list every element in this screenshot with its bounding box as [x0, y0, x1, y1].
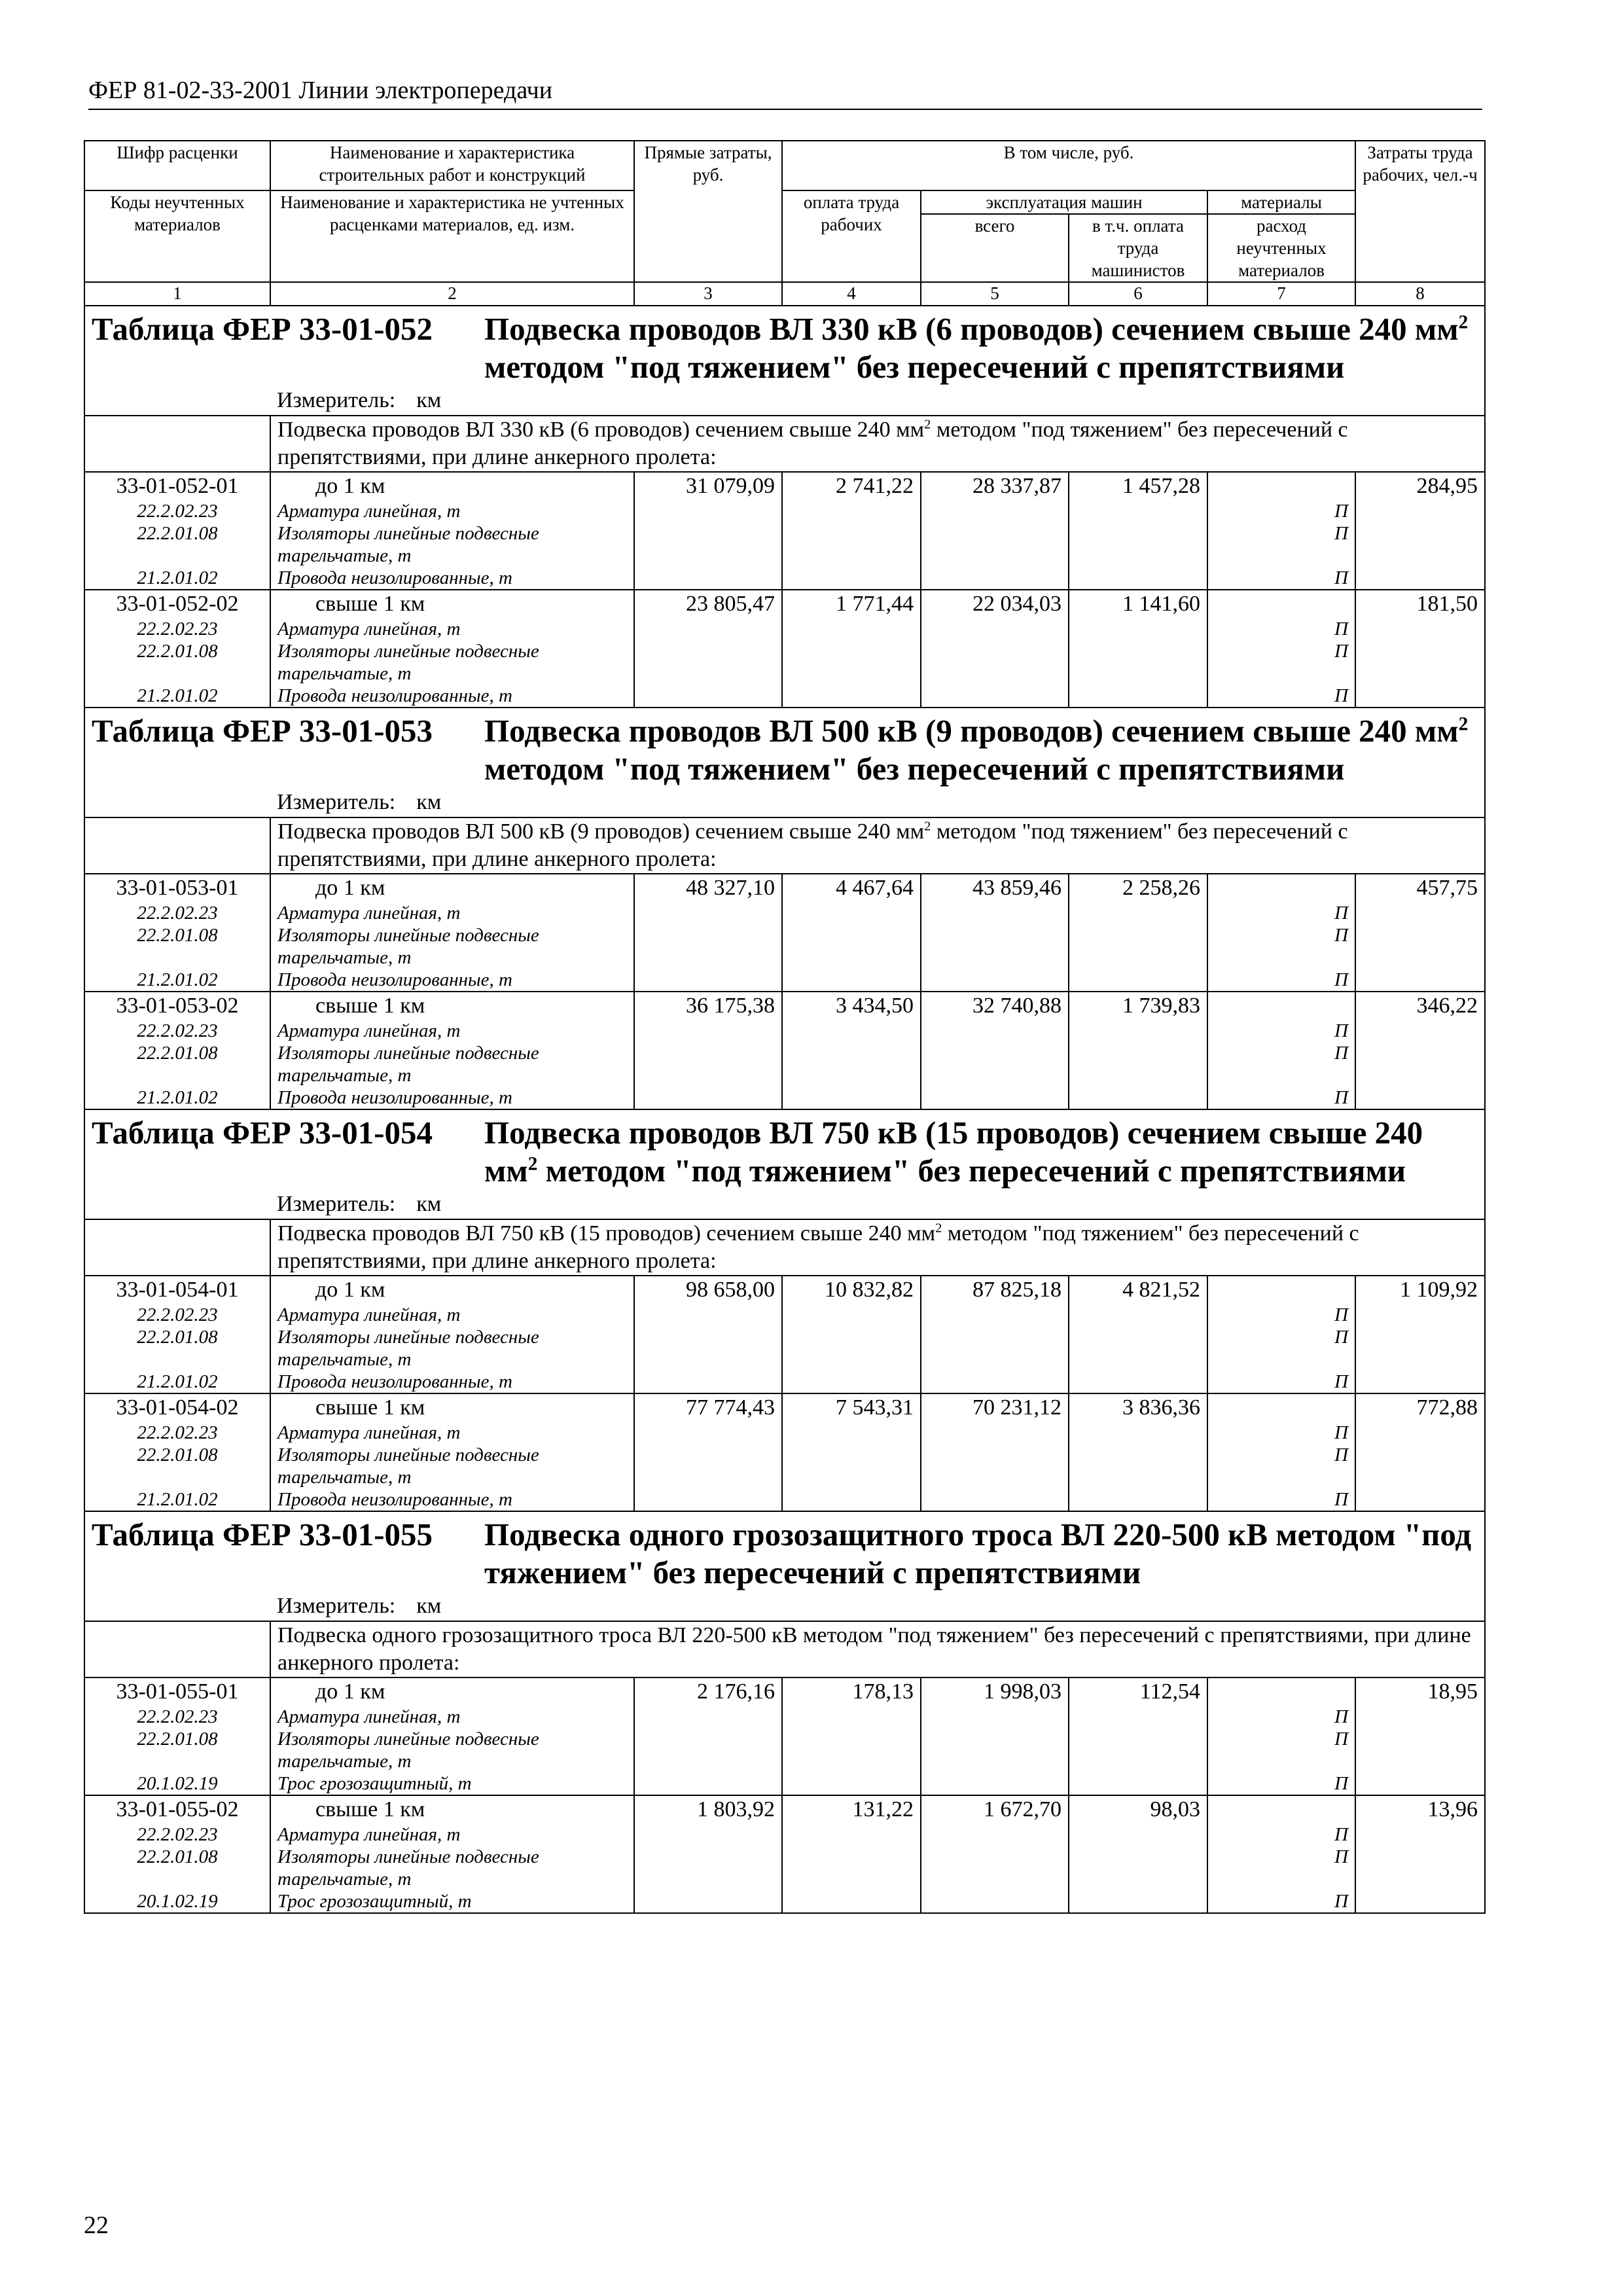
measure-label: Измеритель: [277, 1192, 396, 1216]
price-name: до 1 км [315, 876, 385, 900]
resource-name: Арматура линейная, т [277, 1422, 461, 1443]
column-number: 4 [782, 282, 921, 306]
value-direct: 77 774,43 [634, 1393, 782, 1511]
resource-consumption: П [1334, 523, 1349, 544]
resource-name: Изоляторы линейные подвесные тарельчатые, т [277, 925, 539, 968]
superscript: 2 [935, 1221, 942, 1236]
measure-cell [270, 386, 1485, 416]
value-labor: 10 832,82 [782, 1276, 921, 1393]
column-number: 8 [1355, 282, 1485, 306]
resource-name: Изоляторы линейные подвесные тарельчатые, т [277, 1729, 539, 1772]
resource-consumption: П [1334, 1773, 1349, 1794]
resource-consumption: П [1334, 1371, 1349, 1392]
measure-spacer [84, 1592, 270, 1621]
section-title-text: методом "под тяжением" без пересечений с препятствиями [537, 1153, 1406, 1189]
resource-code: 22.2.02.23 [137, 1706, 218, 1727]
value-direct: 2 176,16 [634, 1677, 782, 1795]
resource-code: 20.1.02.19 [137, 1773, 218, 1794]
section-title-row [84, 708, 1485, 788]
price-code: 33-01-054-02 [116, 1395, 239, 1420]
resource-consumption: П [1334, 1020, 1349, 1041]
section-table-label: Таблица ФЕР 33-01-052 [92, 311, 433, 347]
value-labor-hours: 346,22 [1355, 992, 1485, 1109]
section-title-text: Подвеска проводов ВЛ 500 кВ (9 проводов) сечением свыше 240 мм [484, 713, 1459, 749]
value-machinist: 1 141,60 [1069, 590, 1207, 708]
section-description-row [84, 1219, 1485, 1276]
resource-name: Арматура линейная, т [277, 1304, 461, 1325]
value-labor-hours: 18,95 [1355, 1677, 1485, 1795]
resource-consumption: П [1334, 1087, 1349, 1108]
description-spacer [84, 1621, 270, 1677]
section-table-title [484, 1114, 1475, 1190]
resource-name: Арматура линейная, т [277, 1824, 461, 1845]
section-table-title [484, 310, 1475, 386]
value-direct: 31 079,09 [634, 472, 782, 590]
section-description-row [84, 1621, 1485, 1677]
price-code-cell [84, 1795, 270, 1913]
resource-name: Провода неизолированные, т [277, 685, 512, 706]
resource-consumption: П [1334, 1444, 1349, 1465]
resource-code: 22.2.01.08 [137, 641, 218, 662]
measure-row [84, 788, 1485, 817]
value-machinist: 1 739,83 [1069, 992, 1207, 1109]
description-spacer [84, 817, 270, 874]
price-row [84, 1677, 1485, 1795]
resource-consumption-cell [1207, 1677, 1355, 1795]
price-name: свыше 1 км [315, 592, 425, 616]
value-machinist: 2 258,26 [1069, 874, 1207, 992]
resource-consumption: П [1334, 619, 1349, 639]
price-row [84, 874, 1485, 992]
section-title-text: Подвеска проводов ВЛ 330 кВ (6 проводов) сечением свыше 240 мм [484, 311, 1459, 347]
section-title-block [92, 1114, 1475, 1190]
section-table-title [484, 1516, 1475, 1592]
measure-label: Измеритель: [277, 790, 396, 814]
resource-consumption: П [1334, 641, 1349, 662]
measure-unit: км [416, 1594, 442, 1618]
consumption-spacer [1215, 874, 1348, 902]
value-labor: 131,22 [782, 1795, 921, 1913]
section-description-text: Подвеска проводов ВЛ 750 кВ (15 проводов) сечением свыше 240 мм [277, 1221, 936, 1246]
resource-consumption: П [1334, 925, 1349, 946]
section-table-label: Таблица ФЕР 33-01-053 [92, 713, 433, 749]
column-number: 2 [270, 282, 634, 306]
price-name-cell [270, 1795, 634, 1913]
value-labor: 2 741,22 [782, 472, 921, 590]
section-title-block [92, 310, 1475, 386]
price-name: свыше 1 км [315, 1395, 425, 1420]
resource-name: Изоляторы линейные подвесные тарельчатые, т [277, 1327, 539, 1370]
value-direct: 98 658,00 [634, 1276, 782, 1393]
value-machine: 1 998,03 [921, 1677, 1069, 1795]
value-labor-hours: 772,88 [1355, 1393, 1485, 1511]
price-row [84, 472, 1485, 590]
resource-code: 21.2.01.02 [137, 567, 218, 588]
column-number: 5 [921, 282, 1069, 306]
resource-consumption: П [1334, 1846, 1349, 1867]
section-title-text: Подвеска проводов ВЛ 750 кВ (15 проводов) сечением свыше 240 мм [484, 1115, 1423, 1189]
price-row [84, 992, 1485, 1109]
resource-consumption: П [1334, 567, 1349, 588]
resource-name: Провода неизолированные, т [277, 567, 512, 588]
price-name-cell [270, 590, 634, 708]
resource-code: 22.2.01.08 [137, 523, 218, 544]
measure-cell [270, 1190, 1485, 1219]
price-name: до 1 км [315, 1679, 385, 1704]
value-machine: 43 859,46 [921, 874, 1069, 992]
price-code-cell [84, 472, 270, 590]
price-code: 33-01-053-01 [116, 876, 239, 900]
resource-name: Арматура линейная, т [277, 1020, 461, 1041]
section-title [84, 1109, 1485, 1190]
description-spacer [84, 416, 270, 472]
price-code-cell [84, 874, 270, 992]
value-machine: 70 231,12 [921, 1393, 1069, 1511]
consumption-spacer [1215, 992, 1348, 1020]
resource-consumption: П [1334, 1043, 1349, 1064]
resource-code: 22.2.01.08 [137, 1729, 218, 1749]
header-unaccounted-name: Наименование и характеристика не учтенных расценками материалов, ед. изм. [270, 190, 634, 282]
resource-name: Провода неизолированные, т [277, 1489, 512, 1510]
value-machine: 87 825,18 [921, 1276, 1069, 1393]
value-machine: 22 034,03 [921, 590, 1069, 708]
price-name-cell [270, 472, 634, 590]
resource-consumption: П [1334, 685, 1349, 706]
price-name-cell [270, 874, 634, 992]
section-table-title [484, 712, 1475, 788]
superscript: 2 [527, 1153, 538, 1175]
price-code: 33-01-054-01 [116, 1278, 239, 1302]
header-labor-costs: Затраты труда рабочих, чел.-ч [1355, 141, 1485, 282]
resource-consumption: П [1334, 1489, 1349, 1510]
measure-spacer [84, 788, 270, 817]
measure-label: Измеритель: [277, 1594, 396, 1618]
value-machine: 1 672,70 [921, 1795, 1069, 1913]
section-title [84, 708, 1485, 788]
price-code: 33-01-055-01 [116, 1679, 239, 1704]
resource-name: Изоляторы линейные подвесные тарельчатые, т [277, 641, 539, 684]
resource-code: 22.2.01.08 [137, 1846, 218, 1867]
section-title [84, 306, 1485, 386]
value-direct: 23 805,47 [634, 590, 782, 708]
value-machine: 28 337,87 [921, 472, 1069, 590]
header-including: В том числе, руб. [782, 141, 1355, 190]
resource-code: 22.2.02.23 [137, 1020, 218, 1041]
resource-name: Изоляторы линейные подвесные тарельчатые, т [277, 1846, 539, 1890]
page-number: 22 [84, 2212, 109, 2239]
section-title-block [92, 712, 1475, 788]
price-code-cell [84, 1276, 270, 1393]
section-description-row [84, 416, 1485, 472]
resource-consumption: П [1334, 969, 1349, 990]
measure-row [84, 1190, 1485, 1219]
header-machine-total: всего [921, 214, 1069, 282]
price-row [84, 1393, 1485, 1511]
measure-row [84, 1592, 1485, 1621]
section-table-label: Таблица ФЕР 33-01-054 [92, 1115, 433, 1151]
price-code-cell [84, 1393, 270, 1511]
measure-cell [270, 1592, 1485, 1621]
header-labor-wages: оплата труда рабочих [782, 190, 921, 282]
section-description [270, 416, 1485, 472]
value-labor-hours: 1 109,92 [1355, 1276, 1485, 1393]
value-labor: 4 467,64 [782, 874, 921, 992]
price-name: свыше 1 км [315, 1797, 425, 1821]
value-labor-hours: 284,95 [1355, 472, 1485, 590]
measure-spacer [84, 1190, 270, 1219]
column-number: 3 [634, 282, 782, 306]
resource-name: Провода неизолированные, т [277, 1371, 512, 1392]
resource-consumption: П [1334, 1304, 1349, 1325]
section-description-text: Подвеска проводов ВЛ 330 кВ (6 проводов) сечением свыше 240 мм [277, 418, 925, 442]
consumption-spacer [1215, 473, 1348, 500]
resource-name: Арматура линейная, т [277, 619, 461, 639]
resource-code: 22.2.01.08 [137, 1444, 218, 1465]
measure-unit: км [416, 1192, 442, 1216]
measure-unit: км [416, 388, 442, 412]
price-name: до 1 км [315, 474, 385, 498]
resource-consumption: П [1334, 501, 1349, 522]
section-title-text: методом "под тяжением" без пересечений с препятствиями [484, 349, 1345, 385]
section-description-row [84, 817, 1485, 874]
price-name-cell [270, 1276, 634, 1393]
consumption-spacer [1215, 1394, 1348, 1422]
price-row [84, 590, 1485, 708]
resource-code: 22.2.02.23 [137, 619, 218, 639]
resource-consumption-cell [1207, 874, 1355, 992]
resource-code: 20.1.02.19 [137, 1891, 218, 1912]
resource-code: 21.2.01.02 [137, 969, 218, 990]
resource-name: Провода неизолированные, т [277, 1087, 512, 1108]
resource-code: 22.2.01.08 [137, 925, 218, 946]
resource-code: 21.2.01.02 [137, 685, 218, 706]
resource-consumption-cell [1207, 1795, 1355, 1913]
header-machinist-wages: в т.ч. оплата труда машинистов [1069, 214, 1207, 282]
superscript: 2 [924, 819, 931, 834]
resource-code: 22.2.01.08 [137, 1043, 218, 1064]
resource-name: Трос грозозащитный, т [277, 1891, 472, 1912]
resource-name: Арматура линейная, т [277, 501, 461, 522]
price-code-cell [84, 992, 270, 1109]
consumption-spacer [1215, 1678, 1348, 1706]
price-code-cell [84, 1677, 270, 1795]
resource-name: Изоляторы линейные подвесные тарельчатые, т [277, 1043, 539, 1086]
resource-name: Изоляторы линейные подвесные тарельчатые, т [277, 523, 539, 566]
section-title-row [84, 1511, 1485, 1592]
column-number: 6 [1069, 282, 1207, 306]
value-direct: 48 327,10 [634, 874, 782, 992]
resource-consumption: П [1334, 1824, 1349, 1845]
price-code: 33-01-052-01 [116, 474, 239, 498]
section-title-block [92, 1516, 1475, 1592]
resource-code: 22.2.02.23 [137, 501, 218, 522]
price-name: свыше 1 км [315, 994, 425, 1018]
value-direct: 36 175,38 [634, 992, 782, 1109]
header-unaccounted-codes: Коды неучтенных материалов [84, 190, 270, 282]
resource-name: Арматура линейная, т [277, 903, 461, 924]
value-labor: 3 434,50 [782, 992, 921, 1109]
value-machinist: 4 821,52 [1069, 1276, 1207, 1393]
section-description-text: методом "под тяжением" без пересечений с препятствиями, при длине анкерного пролета: [277, 819, 1348, 871]
section-description-text: Подвеска одного грозозащитного троса ВЛ 220-500 кВ методом "под тяжением" без пересечений с препятствиями, при длине анкерного пролета: [277, 1623, 1471, 1675]
price-name-cell [270, 992, 634, 1109]
measure-unit: км [416, 790, 442, 814]
resource-consumption: П [1334, 903, 1349, 924]
resource-code: 21.2.01.02 [137, 1087, 218, 1108]
resource-consumption-cell [1207, 1393, 1355, 1511]
superscript: 2 [924, 417, 931, 432]
section-title-text: Подвеска одного грозозащитного троса ВЛ 220-500 кВ методом "под тяжением" без пересечений с препятствиями [484, 1516, 1472, 1590]
price-table [84, 140, 1486, 1914]
resource-consumption-cell [1207, 992, 1355, 1109]
resource-consumption: П [1334, 1891, 1349, 1912]
value-machinist: 112,54 [1069, 1677, 1207, 1795]
price-name-cell [270, 1677, 634, 1795]
resource-consumption: П [1334, 1327, 1349, 1348]
resource-consumption-cell [1207, 472, 1355, 590]
resource-name: Арматура линейная, т [277, 1706, 461, 1727]
value-machinist: 1 457,28 [1069, 472, 1207, 590]
measure-row [84, 386, 1485, 416]
resource-consumption: П [1334, 1422, 1349, 1443]
resource-code: 22.2.02.23 [137, 1304, 218, 1325]
header-code: Шифр расценки [84, 141, 270, 190]
section-table-label: Таблица ФЕР 33-01-055 [92, 1516, 433, 1552]
column-number: 1 [84, 282, 270, 306]
value-labor-hours: 457,75 [1355, 874, 1485, 992]
section-title-row [84, 306, 1485, 386]
resource-code: 22.2.02.23 [137, 1422, 218, 1443]
resource-consumption: П [1334, 1729, 1349, 1749]
header-machine-operation: эксплуатация машин [921, 190, 1207, 214]
column-number: 7 [1207, 282, 1355, 306]
value-labor: 178,13 [782, 1677, 921, 1795]
measure-cell [270, 788, 1485, 817]
value-labor: 7 543,31 [782, 1393, 921, 1511]
resource-consumption-cell [1207, 1276, 1355, 1393]
measure-spacer [84, 386, 270, 416]
section-title-text: методом "под тяжением" без пересечений с препятствиями [484, 751, 1345, 787]
resource-name: Трос грозозащитный, т [277, 1773, 472, 1794]
measure-label: Измеритель: [277, 388, 396, 412]
price-row [84, 1795, 1485, 1913]
resource-code: 22.2.02.23 [137, 903, 218, 924]
resource-consumption: П [1334, 1706, 1349, 1727]
price-name: до 1 км [315, 1278, 385, 1302]
section-description-text: Подвеска проводов ВЛ 500 кВ (9 проводов) сечением свыше 240 мм [277, 819, 925, 844]
resource-code: 22.2.01.08 [137, 1327, 218, 1348]
value-machinist: 3 836,36 [1069, 1393, 1207, 1511]
section-title [84, 1511, 1485, 1592]
section-description [270, 1219, 1485, 1276]
resource-consumption-cell [1207, 590, 1355, 708]
value-labor: 1 771,44 [782, 590, 921, 708]
superscript: 2 [1458, 312, 1469, 333]
value-labor-hours: 13,96 [1355, 1795, 1485, 1913]
description-spacer [84, 1219, 270, 1276]
section-title-row [84, 1109, 1485, 1190]
header-materials: материалы [1207, 190, 1355, 214]
section-description-text: методом "под тяжением" без пересечений с препятствиями, при длине анкерного пролета: [277, 418, 1348, 469]
value-direct: 1 803,92 [634, 1795, 782, 1913]
section-description [270, 817, 1485, 874]
resource-code: 21.2.01.02 [137, 1371, 218, 1392]
running-header: ФЕР 81-02-33-2001 Линии электропередачи [88, 77, 1482, 110]
consumption-spacer [1215, 1276, 1348, 1304]
value-labor-hours: 181,50 [1355, 590, 1485, 708]
price-code: 33-01-052-02 [116, 592, 239, 616]
consumption-spacer [1215, 1796, 1348, 1823]
resource-code: 21.2.01.02 [137, 1489, 218, 1510]
superscript: 2 [1458, 713, 1469, 735]
price-code: 33-01-055-02 [116, 1797, 239, 1821]
header-name: Наименование и характеристика строительных работ и конструкций [270, 141, 634, 190]
resource-name: Провода неизолированные, т [277, 969, 512, 990]
header-direct-costs: Прямые затраты, руб. [634, 141, 782, 282]
price-name-cell [270, 1393, 634, 1511]
section-description [270, 1621, 1485, 1677]
consumption-spacer [1215, 590, 1348, 618]
header-unaccounted-consumption: расход неучтенных материалов [1207, 214, 1355, 282]
price-row [84, 1276, 1485, 1393]
price-code: 33-01-053-02 [116, 994, 239, 1018]
resource-code: 22.2.02.23 [137, 1824, 218, 1845]
price-code-cell [84, 590, 270, 708]
section-description-text: методом "под тяжением" без пересечений с препятствиями, при длине анкерного пролета: [277, 1221, 1359, 1273]
value-machine: 32 740,88 [921, 992, 1069, 1109]
value-machinist: 98,03 [1069, 1795, 1207, 1913]
resource-name: Изоляторы линейные подвесные тарельчатые, т [277, 1444, 539, 1488]
